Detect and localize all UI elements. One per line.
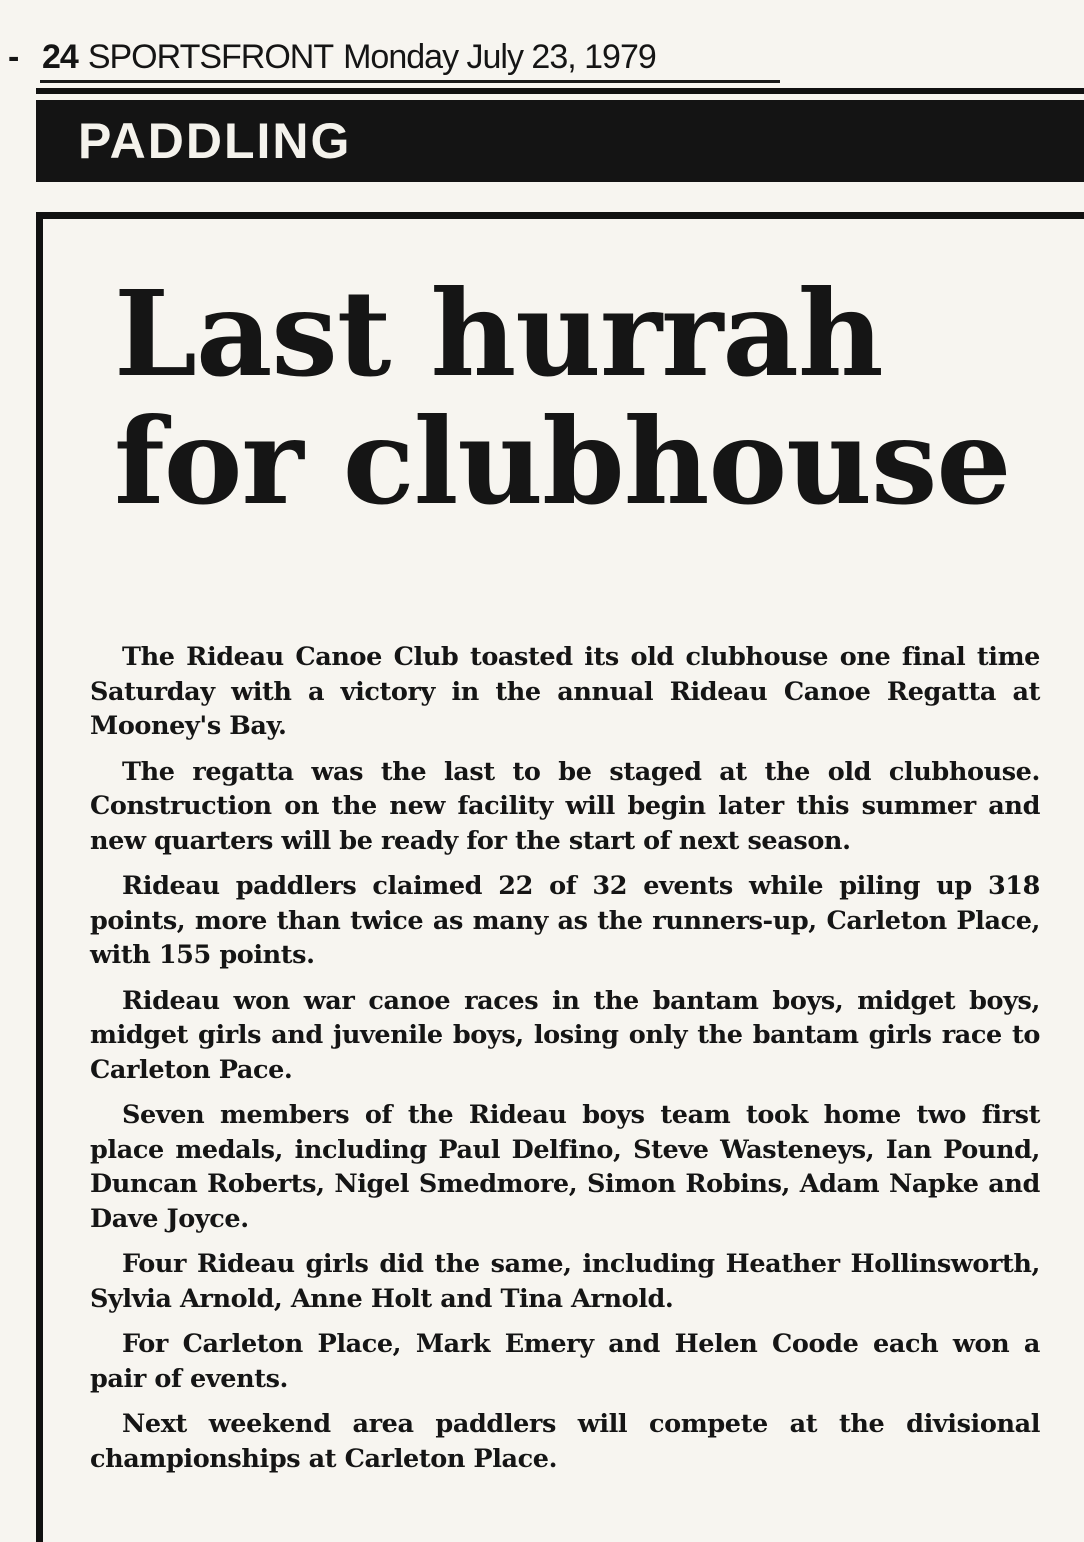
- article-paragraph: Rideau paddlers claimed 22 of 32 events while piling up 318 points, more than twice as many as the runners-up, Carleton Place, with 155 points.: [90, 871, 1040, 970]
- article-paragraph: Four Rideau girls did the same, including Heather Hollinsworth, Sylvia Arnold, Anne Holt and Tina Arnold.: [90, 1249, 1040, 1314]
- section-rule: [36, 88, 1084, 94]
- section-name: SPORTSFRONT: [87, 38, 334, 76]
- article-paragraph: For Carleton Place, Mark Emery and Helen Coode each won a pair of events.: [90, 1329, 1040, 1394]
- article-paragraph: Next weekend area paddlers will compete at the divisional championships at Carleton Place.: [90, 1409, 1040, 1474]
- article-paragraph: Seven members of the Rideau boys team took home two first place medals, including Paul Delfino, Steve Wasteneys, Ian Pound, Duncan Roberts, Nigel Smedmore, Simon Robins, Adam Napke and Dave Joyce.: [90, 1100, 1040, 1234]
- page-number: 24: [42, 38, 78, 76]
- article-headline: [114, 264, 1054, 531]
- headline-line-2: for clubhouse: [114, 392, 1011, 531]
- headline-line-1: Last hurrah: [114, 264, 883, 403]
- section-banner: [36, 100, 1084, 182]
- header-dash: -: [8, 38, 19, 76]
- header-rule: [40, 80, 780, 83]
- article-body: [90, 640, 1040, 1487]
- page-header: [0, 38, 790, 78]
- article-paragraph: The regatta was the last to be staged at the old clubhouse. Construction on the new facility will begin later this summer and new quarters will be ready for the start of next season.: [90, 756, 1040, 856]
- section-banner-label: PADDLING: [78, 113, 352, 169]
- article-paragraph: Rideau won war canoe races in the bantam boys, midget boys, midget girls and juvenile boys, losing only the bantam girls race to Carleton Pace.: [90, 985, 1040, 1085]
- article-paragraph: The Rideau Canoe Club toasted its old clubhouse one final time Saturday with a victory in the annual Rideau Canoe Regatta at Mooney's Bay.: [90, 642, 1040, 741]
- publication-date: Monday July 23, 1979: [343, 38, 656, 76]
